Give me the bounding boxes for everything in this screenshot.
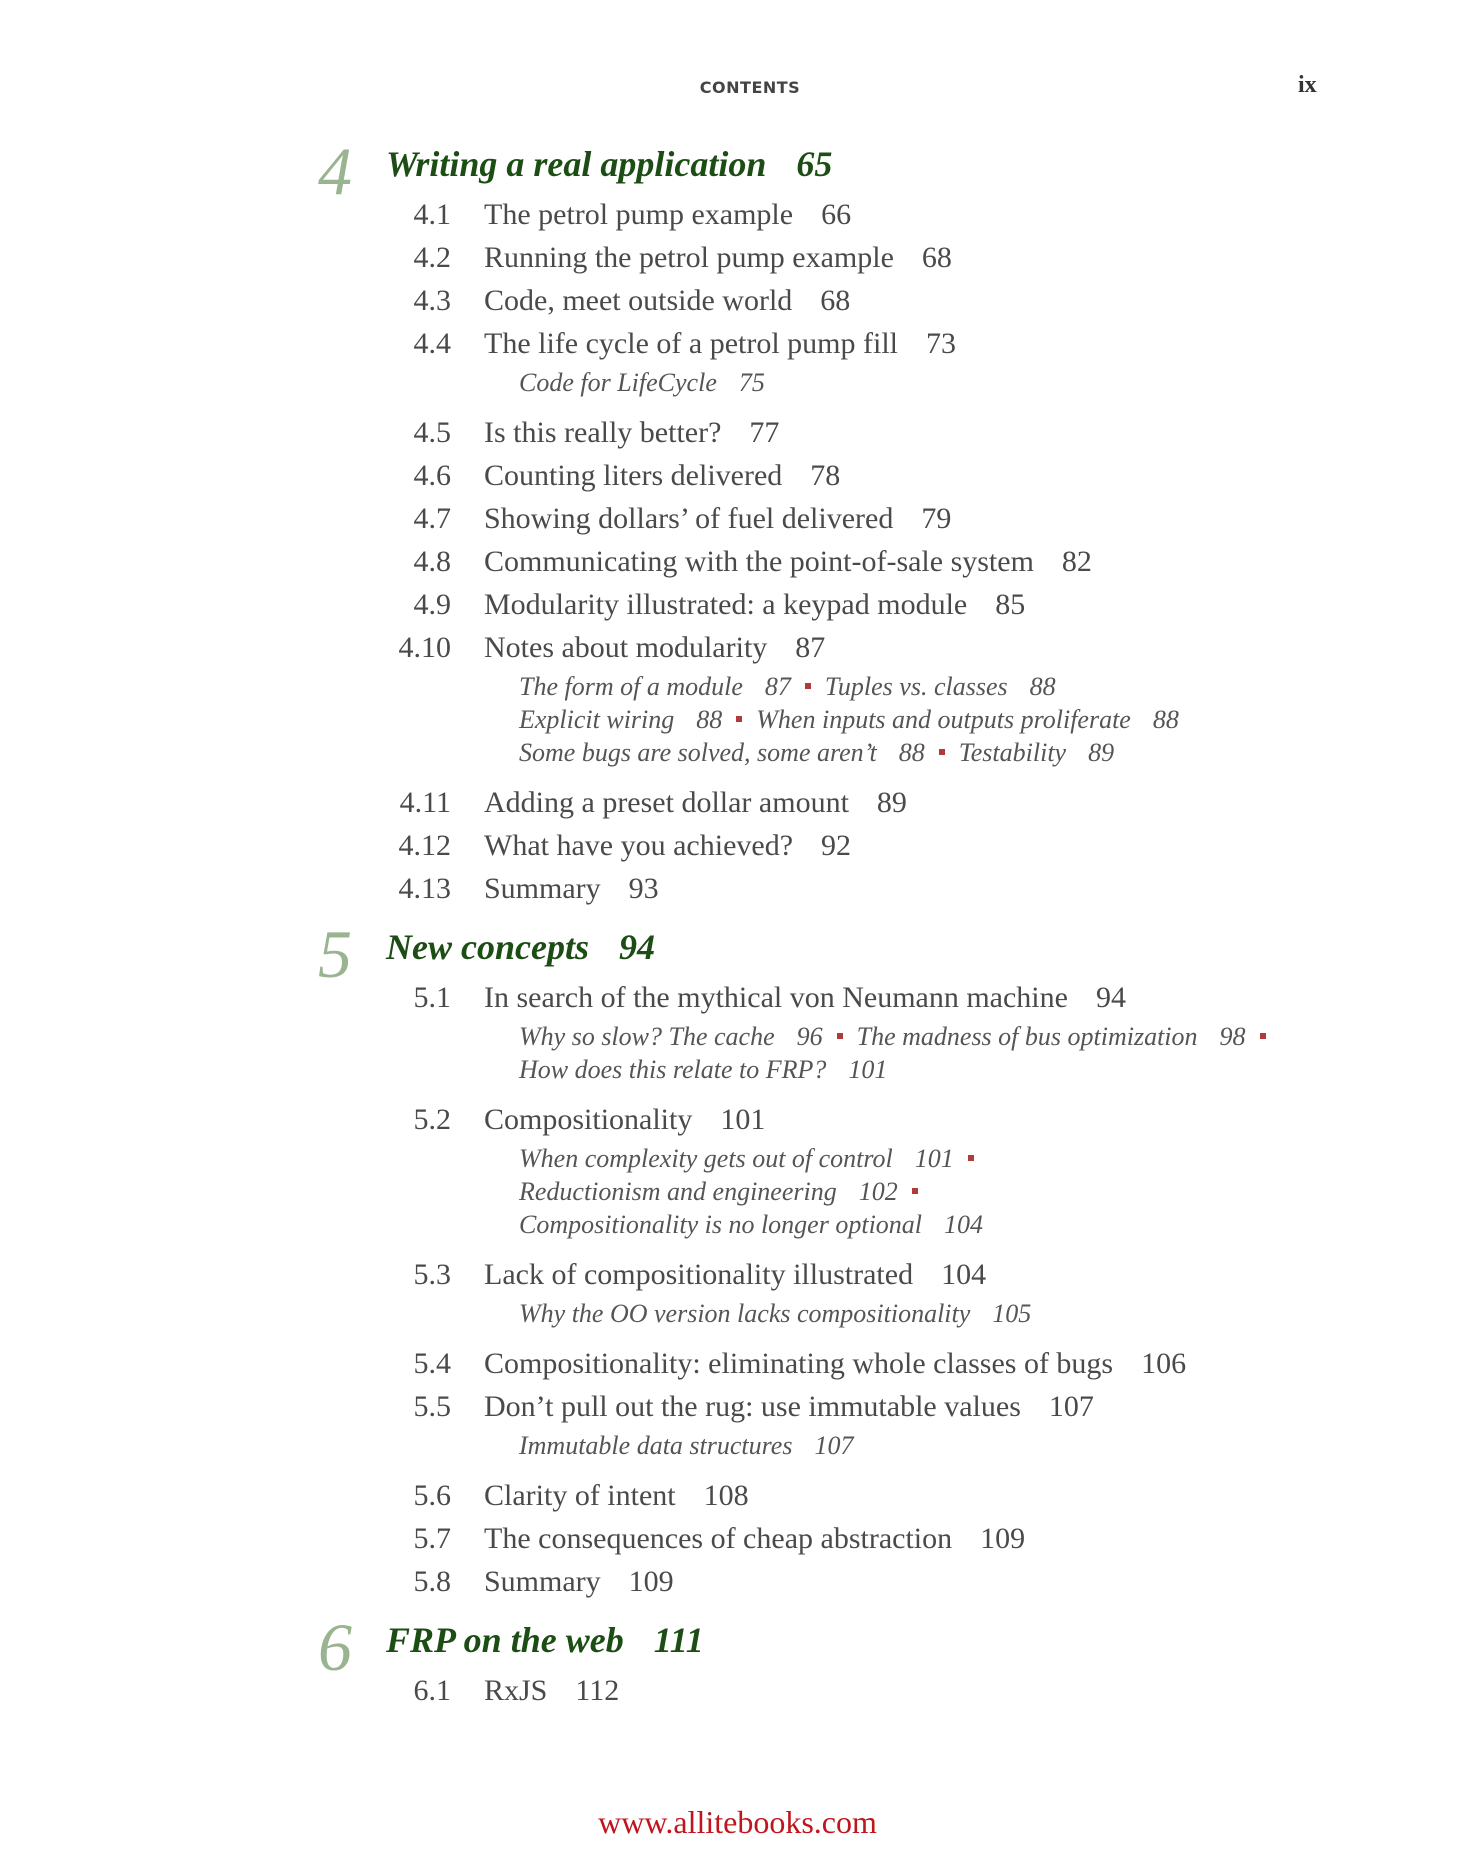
- subsection-page: 89: [1088, 738, 1115, 767]
- subsection-entry: [519, 1055, 887, 1084]
- section-page: 77: [749, 416, 780, 449]
- section-title: [484, 1517, 1025, 1560]
- section-title: [484, 411, 779, 454]
- subsection-entry: [519, 738, 925, 767]
- toc-section: [0, 540, 1475, 583]
- section-title: [484, 1560, 674, 1603]
- toc-section: [0, 1253, 1475, 1296]
- section-title-text: Counting liters delivered: [484, 459, 783, 492]
- section-title: [484, 236, 952, 279]
- section-title-text: Is this really better?: [484, 416, 722, 449]
- subsection-page: 88: [1029, 672, 1056, 701]
- section-page: 66: [821, 198, 852, 231]
- section-page: 82: [1061, 545, 1092, 578]
- section-number: 5.2: [413, 1103, 451, 1136]
- section-page: 101: [720, 1103, 766, 1136]
- section-title: [484, 583, 1025, 626]
- chapter-page: 111: [653, 1620, 704, 1660]
- subsection-title: Immutable data structures: [519, 1431, 793, 1460]
- section-title-text: Communicating with the point-of-sale system: [484, 545, 1034, 578]
- section-title-text: Summary: [484, 1565, 601, 1598]
- subsection-entry: [519, 1177, 898, 1206]
- subsection-page: 96: [796, 1022, 823, 1051]
- toc-section: [0, 976, 1475, 1019]
- section-number: 4.5: [413, 416, 451, 449]
- subsection-title: Why so slow? The cache: [519, 1022, 775, 1051]
- chapter-number: 4: [318, 133, 352, 209]
- section-title: [484, 540, 1092, 583]
- toc-section: [0, 1669, 1475, 1712]
- section-title-text: The consequences of cheap abstraction: [484, 1522, 953, 1555]
- section-number: 5.5: [413, 1390, 451, 1423]
- section-page: 94: [1095, 981, 1126, 1014]
- section-title-text: What have you achieved?: [484, 829, 794, 862]
- chapter-heading: [0, 916, 1475, 992]
- bullet-separator: [939, 749, 945, 755]
- chapter-title: [386, 143, 832, 185]
- section-title-text: The life cycle of a petrol pump fill: [484, 327, 899, 360]
- subsection-list: [0, 1142, 1475, 1241]
- section-number: 5.6: [413, 1479, 451, 1512]
- toc-section: [0, 1098, 1475, 1141]
- section-page: 109: [980, 1522, 1026, 1555]
- subsection-page: 88: [696, 705, 723, 734]
- subsection-title: Tuples vs. classes: [824, 672, 1008, 701]
- section-title: [484, 867, 659, 910]
- subsection-page: 87: [764, 672, 791, 701]
- section-title-text: Showing dollars’ of fuel delivered: [484, 502, 894, 535]
- section-title-text: In search of the mythical von Neumann machine: [484, 981, 1068, 1014]
- toc-section: [0, 279, 1475, 322]
- section-page: 106: [1141, 1347, 1187, 1380]
- toc-section: [0, 1560, 1475, 1603]
- section-title-text: Modularity illustrated: a keypad module: [484, 588, 968, 621]
- bullet-separator: [968, 1155, 974, 1161]
- section-page: 104: [941, 1258, 987, 1291]
- section-title-text: Adding a preset dollar amount: [484, 786, 849, 819]
- subsection-title: The form of a module: [519, 672, 743, 701]
- toc-section: [0, 454, 1475, 497]
- bullet-separator: [736, 716, 742, 722]
- section-page: 109: [628, 1565, 674, 1598]
- section-number: 4.13: [398, 872, 451, 905]
- toc-section: [0, 626, 1475, 669]
- subsection-title: When complexity gets out of control: [519, 1144, 893, 1173]
- chapter-title-text: New concepts: [386, 927, 589, 967]
- bullet-separator: [912, 1188, 918, 1194]
- toc-section: [0, 193, 1475, 236]
- section-number: 4.12: [398, 829, 451, 862]
- subsection-title: Some bugs are solved, some aren’t: [519, 738, 877, 767]
- subsection-page: 102: [858, 1177, 898, 1206]
- section-title-text: Don’t pull out the rug: use immutable values: [484, 1390, 1021, 1423]
- section-number: 5.7: [413, 1522, 451, 1555]
- chapter-title-text: Writing a real application: [386, 144, 767, 184]
- section-title-text: Running the petrol pump example: [484, 241, 894, 274]
- subsection-entry: [756, 705, 1179, 734]
- toc-section: [0, 1517, 1475, 1560]
- section-title: [484, 1385, 1094, 1428]
- section-number: 4.9: [413, 588, 451, 621]
- running-header: [0, 74, 1475, 104]
- section-number: 5.3: [413, 1258, 451, 1291]
- toc-section: [0, 1342, 1475, 1385]
- toc-section: [0, 497, 1475, 540]
- section-title-text: Summary: [484, 872, 601, 905]
- subsection-title: Explicit wiring: [519, 705, 675, 734]
- footer-website-link[interactable]: www.allitebooks.com: [598, 1804, 877, 1840]
- toc-section: [0, 583, 1475, 626]
- toc-section: [0, 1474, 1475, 1517]
- section-page: 108: [703, 1479, 749, 1512]
- subsection-page: 98: [1219, 1022, 1246, 1051]
- toc-section: [0, 824, 1475, 867]
- section-title: [484, 1474, 749, 1517]
- subsection-list: [0, 670, 1475, 769]
- subsection-title: The madness of bus optimization: [856, 1022, 1198, 1051]
- subsection-page: 88: [1152, 705, 1179, 734]
- section-title: [484, 626, 825, 669]
- toc-section: [0, 781, 1475, 824]
- section-number: 6.1: [413, 1674, 451, 1707]
- bullet-separator: [805, 683, 811, 689]
- subsection-entry: [825, 672, 1056, 701]
- section-number: 5.4: [413, 1347, 451, 1380]
- section-title: [484, 1253, 986, 1296]
- chapter-title-text: FRP on the web: [386, 1620, 624, 1660]
- section-title: [484, 1098, 765, 1141]
- section-title-text: The petrol pump example: [484, 198, 794, 231]
- section-title: [484, 976, 1126, 1019]
- section-title-text: Compositionality: [484, 1103, 693, 1136]
- section-page: 107: [1048, 1390, 1094, 1423]
- subsection-title: How does this relate to FRP?: [519, 1055, 827, 1084]
- subsection-entry: [857, 1022, 1246, 1051]
- toc-section: [0, 1385, 1475, 1428]
- chapter-4: [0, 133, 1475, 910]
- section-number: 4.8: [413, 545, 451, 578]
- chapter-title: [386, 1619, 704, 1661]
- subsection-title: Testability: [958, 738, 1067, 767]
- section-number: 4.11: [399, 786, 451, 819]
- section-page: 89: [876, 786, 907, 819]
- section-title-text: RxJS: [484, 1674, 548, 1707]
- section-title: [484, 454, 840, 497]
- chapter-page: 65: [796, 144, 833, 184]
- bullet-separator: [837, 1033, 843, 1039]
- subsection-page: 107: [814, 1431, 854, 1460]
- running-header-title: CONTENTS: [699, 78, 801, 97]
- section-number: 4.2: [413, 241, 451, 274]
- subsection-title: Code for LifeCycle: [519, 368, 717, 397]
- chapter-number: 6: [318, 1609, 352, 1685]
- section-title: [484, 193, 851, 236]
- section-page: 79: [921, 502, 952, 535]
- section-title: [484, 497, 951, 540]
- section-title: [484, 1342, 1186, 1385]
- section-page: 68: [921, 241, 952, 274]
- toc-section: [0, 322, 1475, 365]
- section-number: 4.1: [413, 198, 451, 231]
- subsection-list: [0, 1429, 1475, 1462]
- section-number: 4.7: [413, 502, 451, 535]
- section-title-text: Lack of compositionality illustrated: [484, 1258, 914, 1291]
- subsection-entry: [519, 1144, 954, 1173]
- chapter-5: [0, 916, 1475, 1603]
- section-title: [484, 1669, 619, 1712]
- section-number: 4.6: [413, 459, 451, 492]
- section-number: 4.4: [413, 327, 451, 360]
- subsection-title: When inputs and outputs proliferate: [756, 705, 1131, 734]
- subsection-entry: [519, 1210, 983, 1239]
- chapter-heading: [0, 133, 1475, 209]
- toc-section: [0, 411, 1475, 454]
- table-of-contents: [0, 133, 1475, 1722]
- section-title: [484, 824, 851, 867]
- section-title: [484, 322, 956, 365]
- section-title-text: Code, meet outside world: [484, 284, 793, 317]
- section-page: 92: [821, 829, 852, 862]
- subsection-page: 104: [944, 1210, 984, 1239]
- section-page: 85: [995, 588, 1026, 621]
- chapter-6: [0, 1609, 1475, 1712]
- toc-section: [0, 867, 1475, 910]
- section-title-text: Notes about modularity: [484, 631, 768, 664]
- section-page: 87: [795, 631, 826, 664]
- chapter-number: 5: [318, 916, 352, 992]
- toc-section: [0, 236, 1475, 279]
- chapter-title: [386, 926, 655, 968]
- section-title-text: Compositionality: eliminating whole classes of bugs: [484, 1347, 1114, 1380]
- section-title: [484, 279, 850, 322]
- section-number: 5.8: [413, 1565, 451, 1598]
- subsection-page: 88: [898, 738, 925, 767]
- subsection-page: 105: [992, 1299, 1032, 1328]
- subsection-entry: [519, 705, 722, 734]
- section-page: 112: [575, 1674, 620, 1707]
- subsection-page: 75: [738, 368, 765, 397]
- section-number: 4.3: [413, 284, 451, 317]
- subsection-entry: [519, 672, 791, 701]
- section-page: 73: [926, 327, 957, 360]
- subsection-entry: [519, 368, 765, 397]
- subsection-list: [0, 1297, 1475, 1330]
- section-page: 68: [820, 284, 851, 317]
- subsection-entry: [519, 1431, 853, 1460]
- subsection-title: Reductionism and engineering: [519, 1177, 837, 1206]
- bullet-separator: [1260, 1033, 1266, 1039]
- subsection-list: [0, 1020, 1475, 1086]
- section-page: 78: [810, 459, 841, 492]
- chapter-heading: [0, 1609, 1475, 1685]
- section-number: 5.1: [413, 981, 451, 1014]
- section-number: 4.10: [398, 631, 451, 664]
- section-title: [484, 781, 907, 824]
- section-page: 93: [628, 872, 659, 905]
- subsection-title: Why the OO version lacks compositionality: [519, 1299, 971, 1328]
- chapter-page: 94: [618, 927, 655, 967]
- page-number: ix: [1298, 72, 1317, 98]
- subsection-entry: [519, 1022, 823, 1051]
- subsection-page: 101: [914, 1144, 954, 1173]
- subsection-entry: [959, 738, 1114, 767]
- subsection-list: [0, 366, 1475, 399]
- subsection-entry: [519, 1299, 1031, 1328]
- section-title-text: Clarity of intent: [484, 1479, 676, 1512]
- subsection-page: 101: [848, 1055, 888, 1084]
- subsection-title: Compositionality is no longer optional: [519, 1210, 923, 1239]
